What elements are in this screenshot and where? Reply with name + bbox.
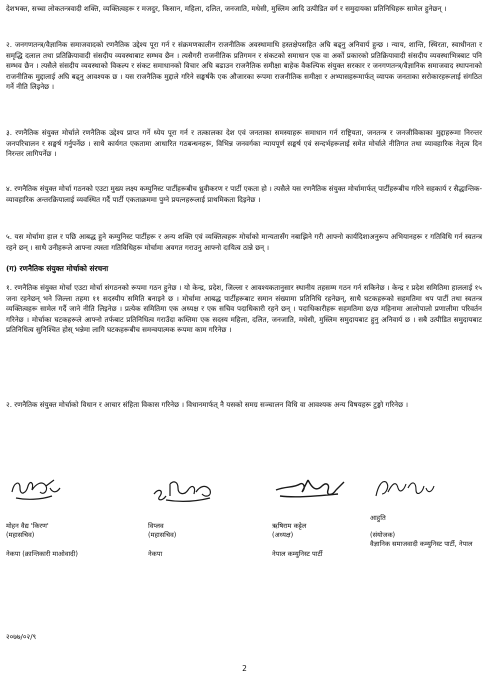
signatory-3 bbox=[272, 470, 352, 559]
signatory-2-name: विप्लव bbox=[148, 522, 164, 530]
signature-block bbox=[0, 470, 489, 615]
paragraph-7-block bbox=[6, 400, 482, 411]
signatory-1-name: मोहन वैद्य 'किरण' bbox=[6, 522, 49, 530]
paragraph-5-block bbox=[6, 232, 482, 253]
paragraph-3-block bbox=[6, 128, 482, 160]
paragraph-3: ३. रणनैतिक संयुक्त मोर्चाले रणनैतिक उद्देश्य प्राप्त गर्ने ध्येय पूरा गर्न र तत्कालका देश एवं जनताका समस्याहरू समाधान गर्न राष्ट्रियता, जनतन्त्र र जनजीविकाका मुद्दाहरूमा निरन्तर जनपरिचालन र सङ्घर्ष गर्नुपर्नेछ । साथै कार्यगत एकतामा आधारित गठबन्धनहरू, विभिन्न जनवर्गका न्यायपूर्ण सङ्घर्ष एवं सन्दर्भहरूलाई समेत मोर्चाले नीतिगत तथा व्यावहारिक नेतृत्व दिन निरन्तर लागिपर्नेछ । bbox=[6, 128, 482, 159]
signatory-3-party: नेपाल कम्युनिस्ट पार्टी bbox=[272, 550, 323, 558]
signatory-2 bbox=[148, 470, 218, 559]
paragraph-6-block bbox=[6, 283, 482, 336]
signature-2-handwriting bbox=[148, 470, 218, 510]
signatory-1-party: नेकपा (क्रान्तिकारी माओवादी) bbox=[6, 550, 78, 558]
paragraph-4: ४. रणनैतिक संयुक्त मोर्चा गठनको एउटा मुख्य लक्ष्य कम्युनिस्ट पार्टीहरूबीच ध्रुवीकरण र पार्टी एकता हो । त्यसैले यस रणनैतिक संयुक्त मोर्चामार्फत् पार्टीहरूबीच गरिने सहकार्य र सैद्धान्तिक-व्यावहारिक अन्तरक्रियालाई व्यवस्थित गर्दै पार्टी एकताक्रममा पुग्ने प्रयत्नहरूलाई प्राथमिकता दिइनेछ । bbox=[6, 184, 482, 204]
paragraph-7: २. रणनैतिक संयुक्त मोर्चाको विधान र आचार संहिता विकास गरिनेछ । विधानमार्फत् नै यसको समग्र सञ्चालन विधि वा आवश्यक अन्य विषयहरू टुङ्गो गरिनेछ । bbox=[6, 400, 409, 409]
signatory-4-name: आहुति bbox=[370, 514, 386, 522]
signature-4-handwriting bbox=[370, 470, 440, 510]
signatory-4-party: वैज्ञानिक समाजवादी कम्युनिस्ट पार्टी, नेपाल bbox=[370, 540, 473, 548]
paragraph-2-block bbox=[6, 40, 482, 93]
signatory-1-role: (महासचिव) bbox=[6, 531, 35, 539]
paragraph-6: १. रणनैतिक संयुक्त मोर्चा एउटा मोर्चा संगठनको रूपमा गठन हुनेछ । यो केन्द्र, प्रदेश, जिल्ला र आवश्यकतानुसार स्थानीय तहसम्म गठन गर्न सकिनेछ । केन्द्र र प्रदेश समितिमा हाललाई १५ जना रहनेछन् भने जिल्ला तहमा ११ सदस्यीय समिति बनाइने छ । मोर्चामा आबद्ध पार्टीहरूबाट समान संख्यामा प्रतिनिधि रहनेछन्, साथै घटकहरूको सहमतिमा थप पार्टी तथा स्वतन्त्र व्यक्तित्वहरू सामेल गर्दै जाने नीति लिइनेछ । प्रत्येक समितिमा एक अध्यक्ष र एक सचिव पदाधिकारी रहने छन् । पदाधिकारीहरू सहमतिमा छ/छ महिनामा आलोपालो प्रणालीमा परिवर्तन गरिनेछ । मोर्चाका घटकहरूले आफ्नो तर्फबाट प्रतिनिधित्व गराउँदा कम्तिमा एक सदस्य महिला, दलित, जनजाति, मधेसी, मुस्लिम समुदायबाट हुनु अनिवार्य छ । सबै उत्पीडित समुदायबाट प्रतिनिधित्व सुनिश्चित होस् भन्नेमा लागि घटकहरूबीच समन्वयात्मक रूपमा काम गरिनेछ । bbox=[6, 283, 482, 335]
page-number: 2 bbox=[242, 664, 247, 673]
signature-3-handwriting bbox=[272, 470, 352, 510]
signatory-4-role: (संयोजक) bbox=[370, 531, 396, 539]
paragraph-5: ५. यस मोर्चामा हाल र पछि आबद्ध हुने कम्युनिस्ट पार्टीहरू र अन्य शक्ति एवं व्यक्तित्वहरू मोर्चाको मान्यतासँग नबाझिने गरी आफ्नो कार्यदिशाअनुरूप अभियानहरू र गतिविधि गर्न स्वतन्त्र रहने छन् । साथै उनीहरूले आफ्ना त्यस्ता गतिविधिहरू मोर्चामा अवगत गराउनु आफ्नो दायित्व ठान्ने छन् । bbox=[6, 232, 482, 252]
paragraph-4-block bbox=[6, 184, 482, 205]
document-date: २०७७/०२/९ bbox=[6, 633, 37, 641]
signature-1-handwriting bbox=[6, 470, 64, 510]
paragraph-continuation bbox=[6, 4, 482, 15]
section-heading: (ग) रणनैतिक संयुक्त मोर्चाको संरचना bbox=[6, 264, 109, 273]
signatory-3-name: ऋषिराम कट्टेल bbox=[272, 522, 307, 530]
signatory-1 bbox=[6, 470, 78, 559]
paragraph-0: देशभक्त, सच्चा लोकतन्त्रवादी शक्ति, व्यक्तित्वहरू र मजदुर, किसान, महिला, दलित, जनजाति, मधेसी, मुस्लिम आदि उत्पीडित वर्ग र समुदायका प्रतिनिधिहरू सामेल हुनेछन् । bbox=[6, 4, 447, 13]
signatory-2-party: नेकपा bbox=[148, 550, 163, 558]
signatory-3-role: (अध्यक्ष) bbox=[272, 531, 294, 539]
signatory-2-role: (महासचिव) bbox=[148, 531, 177, 539]
signatory-4 bbox=[370, 470, 482, 549]
paragraph-2: २. जनगणतन्त्र/वैज्ञानिक समाजवादको रणनैतिक उद्देश्य पूरा गर्न र संक्रमणकालीन राजनीतिक अवस्थामाथि हस्तक्षेपसहित अघि बढ्नु अनिवार्य हुन्छ । न्याय, शान्ति, स्थिरता, स्वाधीनता र समृद्धि दलाल तथा प्रतिक्रियावादी संसदीय व्यवस्थाबाट सम्भव छैन । त्यसैगरी राजनीतिक प्रतिगमन र संकटको समाधान एक वा अर्को प्रकारको प्रतिक्रियावादी संसदीय व्यवस्थाभित्रबाट पनि सम्भव छैन । त्यसैले संसदीय व्यवस्थाको विकल्प र संकट समाधानको विचार अघि बढाउन राजनैतिक समीक्षा बाहेक वैकल्पिक संयुक्त सरकार र जनगणतन्त्र/वैज्ञानिक समाजवाद स्थापनाको राजनीतिक मुद्दालाई अघि बढ्नु आवश्यक छ । यस राजनैतिक मुद्दाले गरिने सङ्घर्षकै एक औजारका रूपमा राजनीतिक समीक्षा र अभ्यासहरूमार्फत् व्यापक जनताका सरोकारहरूलाई संगठित गर्ने नीति लिइनेछ । bbox=[6, 40, 482, 92]
